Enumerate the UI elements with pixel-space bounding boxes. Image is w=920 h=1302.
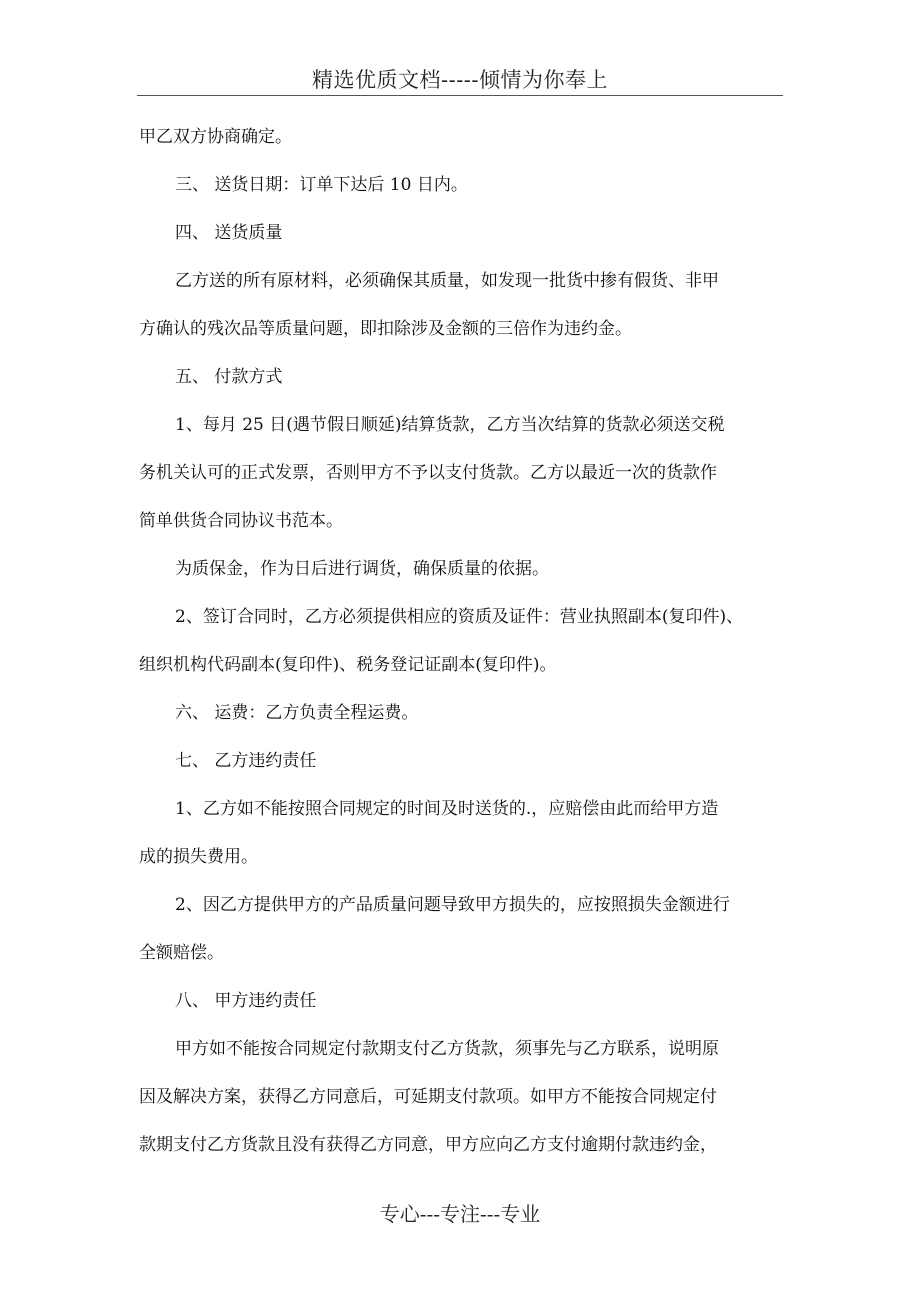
text-line: 因及解决方案，获得乙方同意后，可延期支付款项。如甲方不能按合同规定付 (139, 1087, 717, 1107)
text-line: 乙方送的所有原材料，必须确保其质量，如发现一批货中掺有假货、非甲 (175, 271, 719, 291)
section-heading: 六、 运费：乙方负责全程运费。 (175, 703, 419, 723)
section-heading: 三、 送货日期：订单下达后 10 日内。 (175, 175, 468, 195)
text-line: 甲方如不能按合同规定付款期支付乙方货款，须事先与乙方联系，说明原 (175, 1039, 719, 1059)
page-header: 精选优质文档-----倾情为你奉上 (312, 68, 608, 92)
section-heading: 八、 甲方违约责任 (175, 991, 317, 1011)
section-heading: 七、 乙方违约责任 (175, 751, 317, 771)
text-line: 成的损失费用。 (139, 847, 258, 867)
text-line: 款期支付乙方货款且没有获得乙方同意，甲方应向乙方支付逾期付款违约金， (139, 1135, 717, 1155)
text-line: 甲乙双方协商确定。 (139, 127, 292, 147)
text-line: 组织机构代码副本(复印件)、税务登记证副本(复印件)。 (139, 655, 557, 675)
text-line: 1、每月 25 日(遇节假日顺延)结算货款，乙方当次结算的货款必须送交税 (175, 415, 725, 435)
section-heading: 四、 送货质量 (175, 223, 283, 243)
header-divider (137, 95, 783, 96)
text-line: 为质保金，作为日后进行调货，确保质量的依据。 (175, 559, 549, 579)
text-line: 务机关认可的正式发票，否则甲方不予以支付货款。乙方以最近一次的货款作 (139, 463, 717, 483)
section-heading: 五、 付款方式 (175, 367, 283, 387)
text-line: 2、因乙方提供甲方的产品质量问题导致甲方损失的，应按照损失金额进行 (175, 895, 730, 915)
text-line: 2、签订合同时，乙方必须提供相应的资质及证件：营业执照副本(复印件)、 (175, 607, 744, 627)
page-footer: 专心---专注---专业 (379, 1202, 541, 1226)
text-line: 简单供货合同协议书范本。 (139, 511, 343, 531)
text-line: 方确认的残次品等质量问题，即扣除涉及金额的三倍作为违约金。 (139, 319, 632, 339)
text-line: 全额赔偿。 (139, 943, 224, 963)
text-line: 1、乙方如不能按照合同规定的时间及时送货的.，应赔偿由此而给甲方造 (175, 799, 719, 819)
